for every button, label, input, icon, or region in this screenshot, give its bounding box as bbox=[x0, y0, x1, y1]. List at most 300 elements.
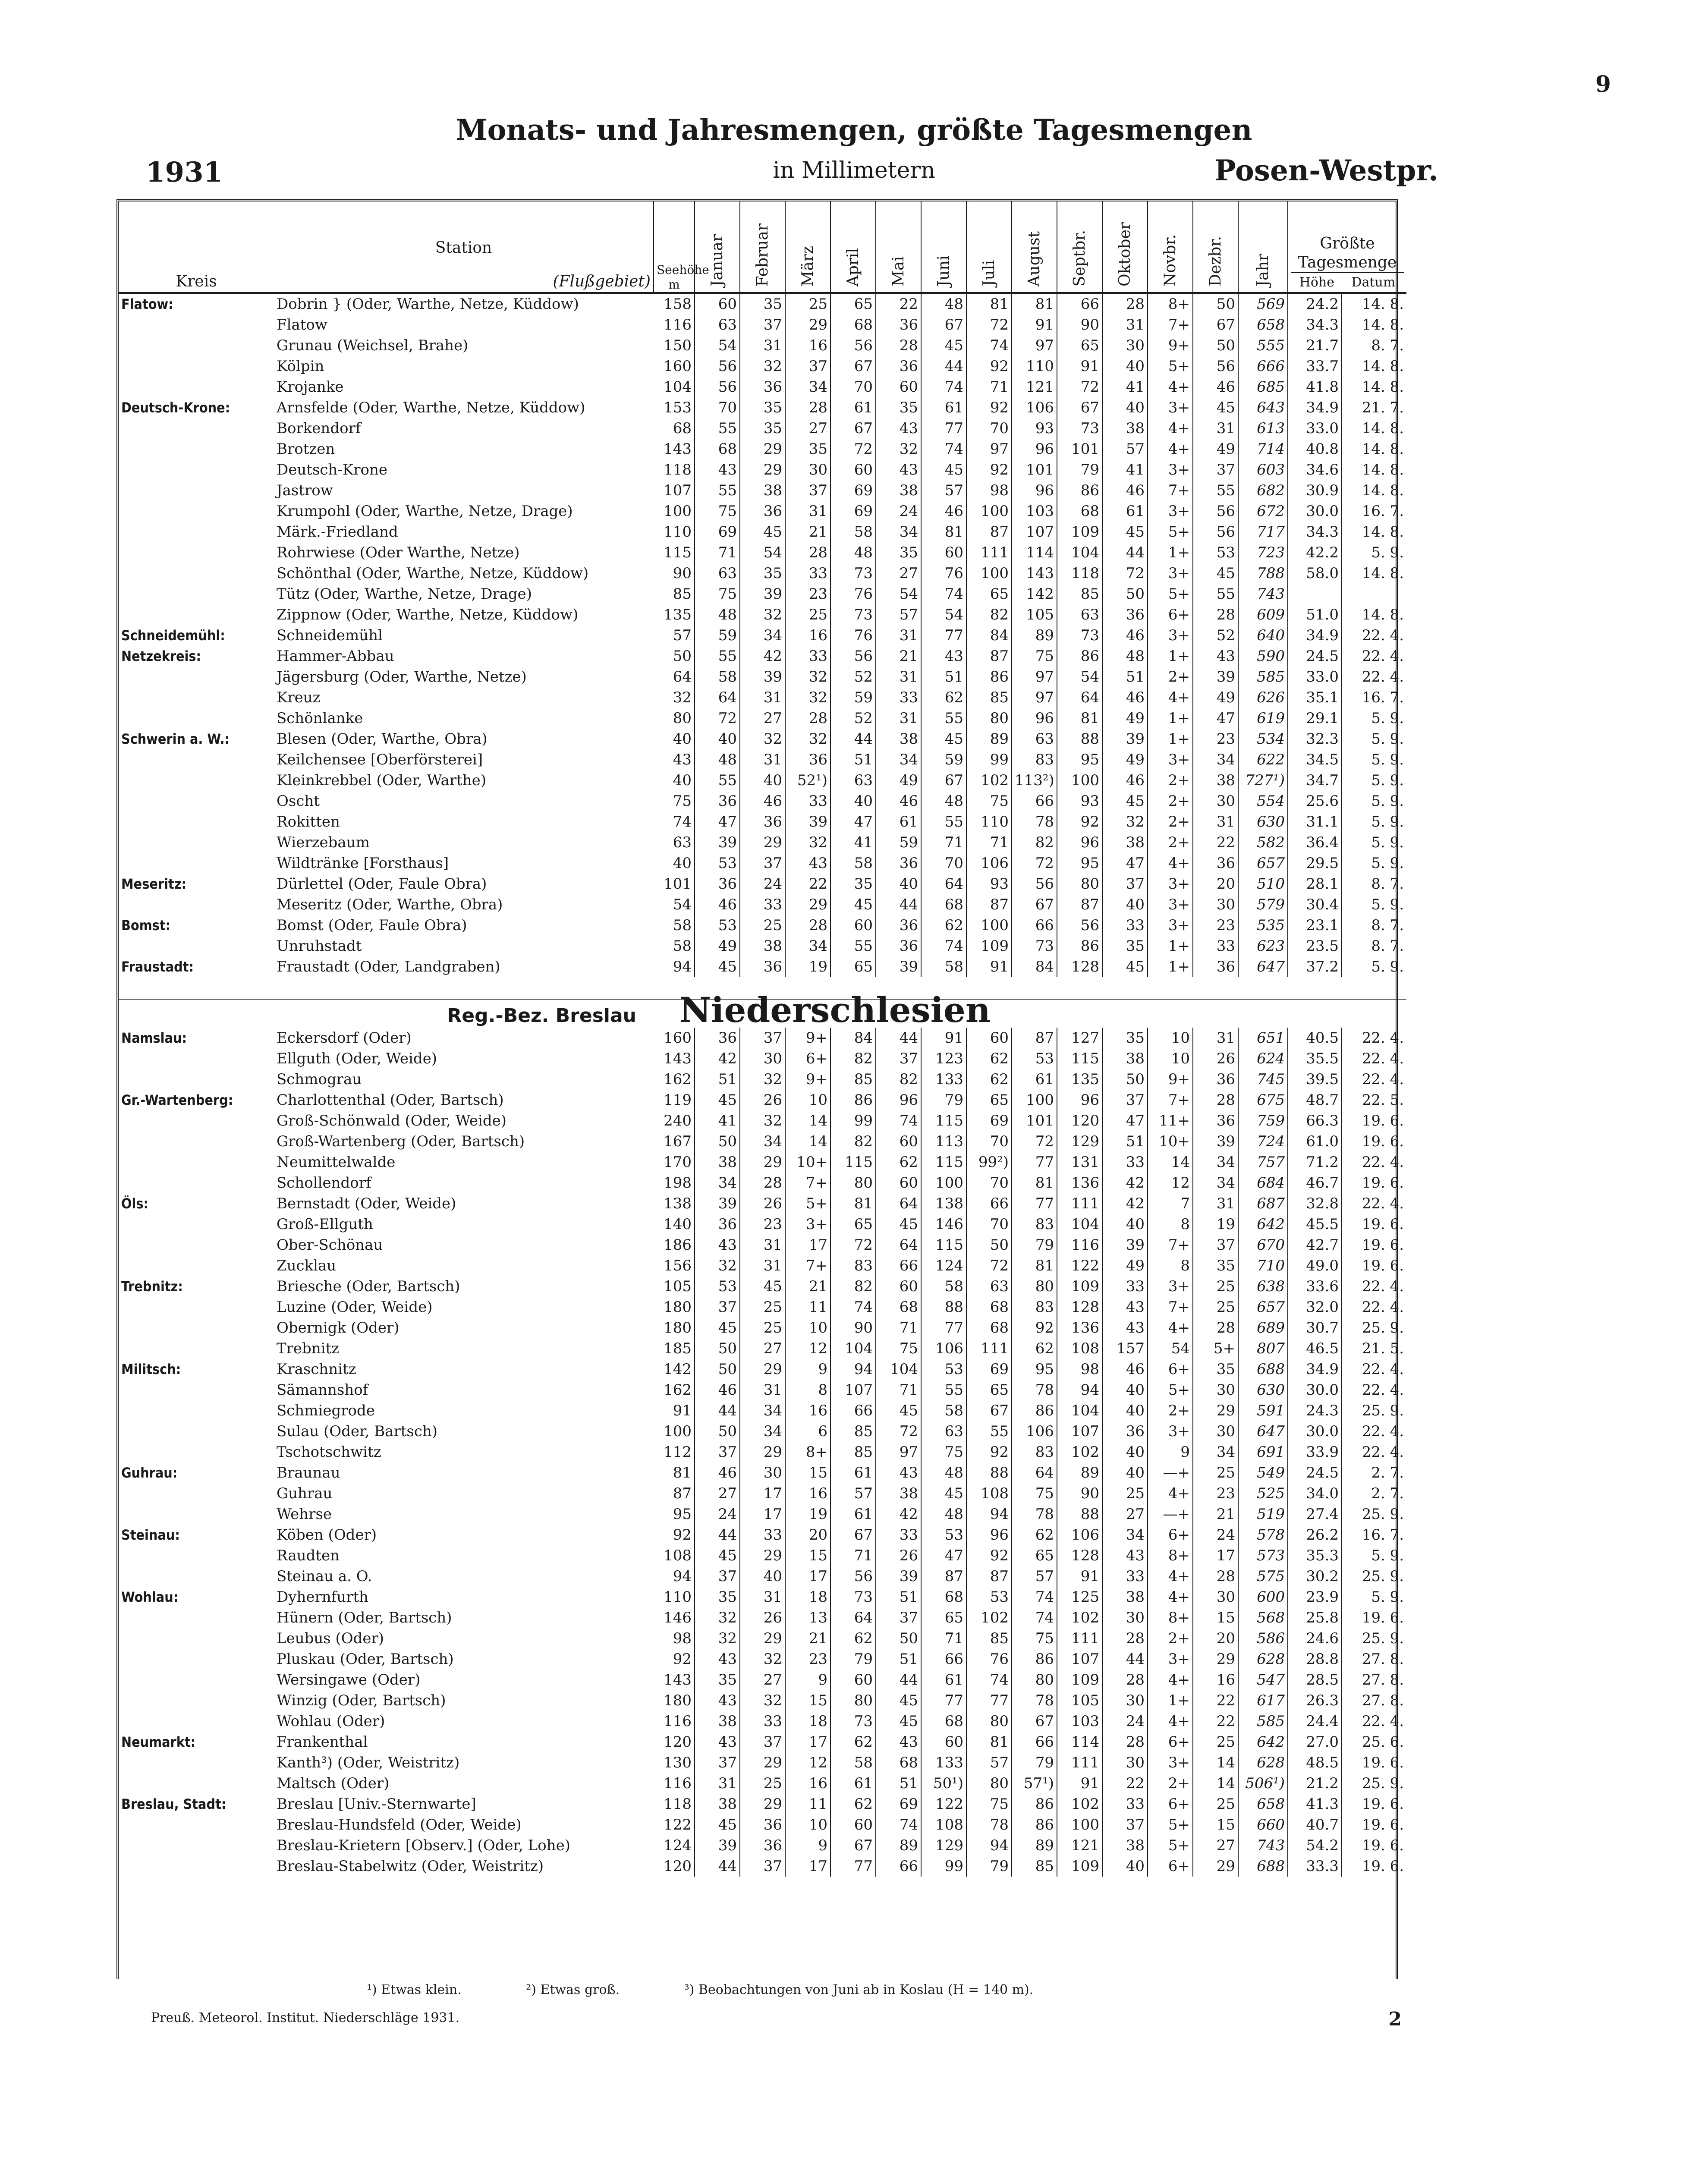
month-cell: 64 bbox=[876, 1235, 921, 1255]
col-jahr: Jahr bbox=[1238, 201, 1288, 293]
month-cell: 69 bbox=[830, 480, 876, 501]
month-cell: 10+ bbox=[1148, 1131, 1193, 1152]
datum-cell: 14. 8. bbox=[1362, 420, 1404, 437]
month-cell: 45 bbox=[695, 1545, 740, 1566]
datum-cell: 19. 6. bbox=[1362, 1133, 1404, 1150]
month-cell: 51 bbox=[876, 1587, 921, 1607]
kreis-cell bbox=[119, 1173, 274, 1193]
month-cell: 75 bbox=[966, 791, 1012, 811]
month-cell: 40 bbox=[740, 1566, 785, 1587]
month-cell: 48 bbox=[1102, 646, 1148, 667]
month-cell: 94 bbox=[966, 1504, 1012, 1525]
month-cell: 82 bbox=[876, 1069, 921, 1090]
month-cell: 82 bbox=[830, 1276, 876, 1297]
month-cell: 20 bbox=[1193, 1628, 1238, 1649]
month-cell: 61 bbox=[921, 1670, 966, 1690]
seehoehe-cell: 122 bbox=[654, 1814, 695, 1835]
month-cell: 42 bbox=[695, 1048, 740, 1069]
month-cell: 95 bbox=[1057, 749, 1102, 770]
month-cell: 60 bbox=[830, 459, 876, 480]
month-cell: 120 bbox=[1057, 1110, 1102, 1131]
table-row bbox=[119, 1400, 1406, 1421]
month-cell: 79 bbox=[1012, 1235, 1057, 1255]
month-cell: 38 bbox=[695, 1794, 740, 1814]
month-cell: 114 bbox=[1057, 1732, 1102, 1752]
datum-cell: 2. 7. bbox=[1371, 1485, 1404, 1502]
month-cell: 44 bbox=[876, 1670, 921, 1690]
max-cell: 23.1 bbox=[1288, 915, 1342, 936]
month-cell: 4+ bbox=[1148, 1483, 1193, 1504]
max-cell: 32.8 bbox=[1288, 1193, 1342, 1214]
month-cell: 43 bbox=[695, 1649, 740, 1670]
month-cell: 98 bbox=[966, 480, 1012, 501]
month-cell: 115 bbox=[921, 1152, 966, 1173]
month-cell: 68 bbox=[966, 1317, 1012, 1338]
month-cell: 83 bbox=[1012, 749, 1057, 770]
month-cell: 102 bbox=[1057, 1442, 1102, 1462]
seehoehe-cell: 198 bbox=[654, 1173, 695, 1193]
month-cell: 74 bbox=[876, 1110, 921, 1131]
max-cell: 34.0 bbox=[1288, 1483, 1342, 1504]
month-cell: 62 bbox=[966, 1048, 1012, 1069]
datum-cell: 5. 9. bbox=[1371, 855, 1404, 872]
table-row bbox=[119, 853, 1406, 874]
max-cell: 29.5 bbox=[1288, 853, 1342, 874]
max-cell: 58.0 bbox=[1288, 563, 1342, 584]
month-cell: 70 bbox=[966, 1173, 1012, 1193]
month-cell: 67 bbox=[1193, 314, 1238, 335]
month-cell: 5+ bbox=[1148, 522, 1193, 542]
month-cell: 43 bbox=[1102, 1317, 1148, 1338]
month-cell: 1+ bbox=[1148, 1690, 1193, 1711]
jahr-cell: 603 bbox=[1238, 459, 1288, 480]
datum-cell: 5. 9. bbox=[1371, 958, 1404, 975]
month-cell: 33 bbox=[1102, 1794, 1148, 1814]
jahr-cell: 586 bbox=[1238, 1628, 1288, 1649]
month-cell: 19 bbox=[785, 1504, 830, 1525]
month-cell: 38 bbox=[876, 480, 921, 501]
month-cell: 29 bbox=[785, 894, 830, 915]
table-row bbox=[119, 956, 1406, 977]
month-cell: 81 bbox=[1057, 708, 1102, 729]
month-cell: 111 bbox=[1057, 1752, 1102, 1773]
datum-cell: 19. 6. bbox=[1362, 1257, 1404, 1274]
datum-cell: 5. 9. bbox=[1371, 896, 1404, 913]
station-cell: Meseritz (Oder, Warthe, Obra) bbox=[277, 896, 503, 913]
table-row bbox=[119, 293, 1406, 314]
month-cell: 39 bbox=[740, 584, 785, 604]
month-cell: 72 bbox=[1012, 853, 1057, 874]
month-cell: 65 bbox=[830, 956, 876, 977]
month-cell: 56 bbox=[1193, 501, 1238, 522]
month-cell: 29 bbox=[740, 1794, 785, 1814]
month-cell: 99 bbox=[966, 749, 1012, 770]
month-cell: 4+ bbox=[1148, 853, 1193, 874]
month-cell: 48 bbox=[695, 604, 740, 625]
month-cell: 86 bbox=[966, 667, 1012, 687]
table-row bbox=[119, 584, 1406, 604]
month-cell: 63 bbox=[830, 770, 876, 791]
month-cell: 36 bbox=[740, 377, 785, 397]
station-cell: Krojanke bbox=[277, 378, 344, 396]
month-cell: 60 bbox=[876, 1131, 921, 1152]
month-cell: 40 bbox=[1102, 1462, 1148, 1483]
month-cell: 7+ bbox=[1148, 480, 1193, 501]
month-cell: 97 bbox=[1012, 667, 1057, 687]
month-cell: 63 bbox=[1012, 729, 1057, 749]
month-cell: 43 bbox=[695, 459, 740, 480]
max-cell: 39.5 bbox=[1288, 1069, 1342, 1090]
month-cell: 55 bbox=[830, 936, 876, 956]
month-cell: 65 bbox=[921, 1607, 966, 1628]
station-cell: Breslau-Stabelwitz (Oder, Weistritz) bbox=[277, 1858, 544, 1875]
month-cell: 34 bbox=[740, 1131, 785, 1152]
col-month-6: Juni bbox=[921, 201, 966, 293]
max-cell: 33.9 bbox=[1288, 1442, 1342, 1462]
month-cell: 25 bbox=[1193, 1276, 1238, 1297]
month-cell: 25 bbox=[785, 293, 830, 314]
month-cell: 71 bbox=[966, 832, 1012, 853]
station-cell: Wildtränke [Forsthaus] bbox=[277, 855, 449, 872]
month-cell: 104 bbox=[1057, 1400, 1102, 1421]
month-cell: 31 bbox=[876, 708, 921, 729]
month-cell: 56 bbox=[695, 356, 740, 377]
max-cell: 24.4 bbox=[1288, 1711, 1342, 1732]
month-cell: 85 bbox=[830, 1442, 876, 1462]
month-cell: 6+ bbox=[1148, 1794, 1193, 1814]
month-cell: 32 bbox=[740, 1649, 785, 1670]
month-cell: 64 bbox=[1057, 687, 1102, 708]
month-cell: 57 bbox=[830, 1483, 876, 1504]
table-row bbox=[119, 1525, 1406, 1545]
datum-cell: 5. 9. bbox=[1371, 772, 1404, 789]
max-cell: 35.3 bbox=[1288, 1545, 1342, 1566]
seehoehe-cell: 180 bbox=[654, 1297, 695, 1317]
month-cell: 44 bbox=[1102, 1649, 1148, 1670]
month-cell: 21 bbox=[1193, 1504, 1238, 1525]
month-cell: 47 bbox=[830, 811, 876, 832]
table-row bbox=[119, 770, 1406, 791]
month-cell: 38 bbox=[1102, 418, 1148, 439]
station-cell: Kreuz bbox=[277, 689, 321, 706]
month-cell: 63 bbox=[1057, 604, 1102, 625]
jahr-cell: 630 bbox=[1238, 811, 1288, 832]
month-cell: 40 bbox=[1102, 894, 1148, 915]
month-cell: 34 bbox=[1193, 1152, 1238, 1173]
month-cell: 74 bbox=[1012, 1607, 1057, 1628]
month-cell: 104 bbox=[1057, 1214, 1102, 1235]
month-cell: 56 bbox=[1012, 874, 1057, 894]
month-cell: 105 bbox=[1012, 604, 1057, 625]
month-cell: 40 bbox=[876, 874, 921, 894]
month-cell: 29 bbox=[740, 1545, 785, 1566]
month-cell: 33 bbox=[1102, 1566, 1148, 1587]
datum-cell: 14. 8. bbox=[1362, 440, 1404, 458]
month-cell: 16 bbox=[785, 1483, 830, 1504]
month-cell: 68 bbox=[1057, 501, 1102, 522]
month-cell: 41 bbox=[695, 1110, 740, 1131]
month-cell: 88 bbox=[966, 1462, 1012, 1483]
month-cell: 35 bbox=[1102, 1028, 1148, 1048]
month-cell: 39 bbox=[740, 667, 785, 687]
month-cell: 32 bbox=[695, 1628, 740, 1649]
month-cell: 51 bbox=[1102, 667, 1148, 687]
kreis-cell bbox=[119, 377, 274, 397]
month-cell: 43 bbox=[876, 459, 921, 480]
table-row bbox=[119, 1380, 1406, 1400]
col-seehoehe: Seehöhe m bbox=[654, 201, 695, 293]
table-row bbox=[119, 604, 1406, 625]
month-cell: 128 bbox=[1057, 1297, 1102, 1317]
month-cell: 15 bbox=[785, 1690, 830, 1711]
table-row bbox=[119, 1152, 1406, 1173]
month-cell: 37 bbox=[1102, 1814, 1148, 1835]
month-cell: 19 bbox=[1193, 1214, 1238, 1235]
month-cell: 22 bbox=[876, 293, 921, 314]
month-cell: 20 bbox=[1193, 874, 1238, 894]
month-cell: 90 bbox=[830, 1317, 876, 1338]
month-cell: 36 bbox=[876, 915, 921, 936]
month-cell: 78 bbox=[1012, 1504, 1057, 1525]
datum-cell: 19. 6. bbox=[1362, 1216, 1404, 1233]
year-label: 1931 bbox=[146, 156, 223, 189]
seehoehe-cell: 180 bbox=[654, 1317, 695, 1338]
month-cell: 54 bbox=[740, 542, 785, 563]
seehoehe-cell: 57 bbox=[654, 625, 695, 646]
month-cell: 30 bbox=[1102, 335, 1148, 356]
seehoehe-cell: 104 bbox=[654, 377, 695, 397]
seehoehe-cell: 68 bbox=[654, 418, 695, 439]
month-cell: 9+ bbox=[1148, 1069, 1193, 1090]
month-cell: 5+ bbox=[1148, 1814, 1193, 1835]
max-cell: 34.5 bbox=[1288, 749, 1342, 770]
month-cell: 87 bbox=[921, 1566, 966, 1587]
jahr-cell: 638 bbox=[1238, 1276, 1288, 1297]
jahr-cell: 660 bbox=[1238, 1814, 1288, 1835]
month-cell: 91 bbox=[1057, 1773, 1102, 1794]
month-cell: 109 bbox=[1057, 1856, 1102, 1877]
month-cell: 91 bbox=[921, 1028, 966, 1048]
kreis-cell bbox=[119, 1690, 274, 1711]
month-cell: 121 bbox=[1057, 1835, 1102, 1856]
month-cell: 54 bbox=[921, 604, 966, 625]
niederschlesien-section bbox=[119, 1028, 1406, 1877]
month-cell: 33 bbox=[785, 791, 830, 811]
month-cell: 1+ bbox=[1148, 956, 1193, 977]
kreis-cell bbox=[119, 687, 274, 708]
month-cell: 67 bbox=[830, 1835, 876, 1856]
month-cell: 51 bbox=[921, 667, 966, 687]
month-cell: 73 bbox=[830, 1711, 876, 1732]
max-cell: 30.4 bbox=[1288, 894, 1342, 915]
month-cell: 31 bbox=[740, 1255, 785, 1276]
month-cell: 89 bbox=[966, 729, 1012, 749]
month-cell: 80 bbox=[1012, 1276, 1057, 1297]
jahr-cell: 788 bbox=[1238, 563, 1288, 584]
month-cell: 104 bbox=[830, 1338, 876, 1359]
max-cell: 25.6 bbox=[1288, 791, 1342, 811]
month-cell: 81 bbox=[1012, 1255, 1057, 1276]
kreis-cell: Fraustadt: bbox=[121, 959, 194, 975]
jahr-cell: 743 bbox=[1238, 1835, 1288, 1856]
month-cell: 135 bbox=[1057, 1069, 1102, 1090]
table-row bbox=[119, 667, 1406, 687]
seehoehe-cell: 110 bbox=[654, 1587, 695, 1607]
month-cell: 45 bbox=[1102, 956, 1148, 977]
month-cell: 55 bbox=[921, 708, 966, 729]
month-cell: 109 bbox=[1057, 1276, 1102, 1297]
footnote-3: ³) Beobachtungen von Juni ab in Koslau (H = 140 m). bbox=[684, 1982, 1034, 1997]
month-cell: 92 bbox=[966, 1545, 1012, 1566]
month-cell: 59 bbox=[921, 749, 966, 770]
kreis-cell bbox=[119, 1214, 274, 1235]
seehoehe-cell: 101 bbox=[654, 874, 695, 894]
month-cell: 44 bbox=[830, 729, 876, 749]
month-cell: 4+ bbox=[1148, 377, 1193, 397]
jahr-cell: 657 bbox=[1238, 853, 1288, 874]
month-cell: 49 bbox=[1102, 749, 1148, 770]
month-cell: 86 bbox=[830, 1090, 876, 1110]
table-row bbox=[119, 1090, 1406, 1110]
station-cell: Tschotschwitz bbox=[277, 1443, 381, 1461]
station-cell: Bernstadt (Oder, Weide) bbox=[277, 1195, 456, 1212]
month-cell: 53 bbox=[921, 1525, 966, 1545]
seehoehe-cell: 160 bbox=[654, 1028, 695, 1048]
month-cell: 2+ bbox=[1148, 832, 1193, 853]
max-cell: 23.5 bbox=[1288, 936, 1342, 956]
month-cell: 121 bbox=[1012, 377, 1057, 397]
month-cell: 77 bbox=[921, 418, 966, 439]
month-cell: 37 bbox=[1193, 1235, 1238, 1255]
max-cell: 31.1 bbox=[1288, 811, 1342, 832]
jahr-cell: 575 bbox=[1238, 1566, 1288, 1587]
kreis-cell: Trebnitz: bbox=[121, 1278, 183, 1295]
month-cell: 53 bbox=[1012, 1048, 1057, 1069]
seehoehe-cell: 138 bbox=[654, 1193, 695, 1214]
month-cell: 43 bbox=[921, 646, 966, 667]
month-cell: 53 bbox=[921, 1359, 966, 1380]
month-cell: 73 bbox=[1012, 936, 1057, 956]
jahr-cell: 643 bbox=[1238, 397, 1288, 418]
month-cell: 39 bbox=[1193, 1131, 1238, 1152]
jahr-cell: 585 bbox=[1238, 667, 1288, 687]
station-cell: Unruhstadt bbox=[277, 937, 362, 955]
month-cell: 68 bbox=[695, 439, 740, 459]
month-cell: 61 bbox=[921, 397, 966, 418]
jahr-cell: 628 bbox=[1238, 1649, 1288, 1670]
month-cell: 62 bbox=[830, 1732, 876, 1752]
kreis-cell bbox=[119, 1607, 274, 1628]
page-subtitle: in Millimetern bbox=[773, 157, 935, 183]
month-cell: 32 bbox=[740, 1690, 785, 1711]
month-cell: 68 bbox=[921, 894, 966, 915]
month-cell: 54 bbox=[876, 584, 921, 604]
col-month-8: August bbox=[1012, 201, 1057, 293]
page-number: 9 bbox=[1595, 71, 1611, 97]
month-cell: 92 bbox=[966, 397, 1012, 418]
month-cell: 31 bbox=[740, 1235, 785, 1255]
month-cell: 38 bbox=[695, 1711, 740, 1732]
table-row bbox=[119, 1131, 1406, 1152]
seehoehe-cell: 94 bbox=[654, 956, 695, 977]
table-row bbox=[119, 1173, 1406, 1193]
month-cell: 26 bbox=[740, 1607, 785, 1628]
datum-cell: 22. 4. bbox=[1362, 1381, 1404, 1399]
month-cell: 62 bbox=[921, 687, 966, 708]
month-cell: 33 bbox=[1102, 1152, 1148, 1173]
month-cell: 50 bbox=[966, 1235, 1012, 1255]
kreis-cell bbox=[119, 522, 274, 542]
month-cell: 74 bbox=[1012, 1587, 1057, 1607]
month-cell: 32 bbox=[740, 1069, 785, 1090]
seehoehe-cell: 116 bbox=[654, 1773, 695, 1794]
kreis-cell bbox=[119, 1380, 274, 1400]
station-cell: Schneidemühl bbox=[277, 627, 383, 644]
table-row bbox=[119, 1235, 1406, 1255]
month-cell: 87 bbox=[966, 894, 1012, 915]
month-cell: 23 bbox=[1193, 1483, 1238, 1504]
month-cell: 10 bbox=[1148, 1048, 1193, 1069]
jahr-cell: 757 bbox=[1238, 1152, 1288, 1173]
month-cell: 76 bbox=[830, 584, 876, 604]
datum-cell: 5. 9. bbox=[1371, 751, 1404, 768]
month-cell: 79 bbox=[830, 1649, 876, 1670]
month-cell: 28 bbox=[1102, 293, 1148, 314]
station-cell: Eckersdorf (Oder) bbox=[277, 1029, 412, 1047]
month-cell: 92 bbox=[966, 356, 1012, 377]
kreis-cell: Steinau: bbox=[121, 1527, 180, 1543]
month-cell: 23 bbox=[785, 584, 830, 604]
month-cell: 32 bbox=[785, 667, 830, 687]
month-cell: 26 bbox=[740, 1090, 785, 1110]
station-cell: Wehrse bbox=[277, 1506, 332, 1523]
jahr-cell: 745 bbox=[1238, 1069, 1288, 1090]
month-cell: 2+ bbox=[1148, 770, 1193, 791]
month-cell: 91 bbox=[1057, 356, 1102, 377]
month-cell: 42 bbox=[1102, 1173, 1148, 1193]
month-cell: 64 bbox=[695, 687, 740, 708]
month-cell: 67 bbox=[1057, 397, 1102, 418]
month-cell: 17 bbox=[785, 1732, 830, 1752]
month-cell: 44 bbox=[921, 356, 966, 377]
month-cell: 3+ bbox=[1148, 563, 1193, 584]
month-cell: 77 bbox=[1012, 1152, 1057, 1173]
month-cell: 43 bbox=[1193, 646, 1238, 667]
month-cell: 50 bbox=[695, 1131, 740, 1152]
month-cell: 72 bbox=[830, 439, 876, 459]
month-cell: 55 bbox=[1193, 480, 1238, 501]
month-cell: 55 bbox=[695, 770, 740, 791]
month-cell: 21 bbox=[785, 522, 830, 542]
station-cell: Flatow bbox=[277, 316, 327, 333]
kreis-cell bbox=[119, 314, 274, 335]
month-cell: 72 bbox=[966, 314, 1012, 335]
month-cell: 3+ bbox=[1148, 915, 1193, 936]
month-cell: 100 bbox=[1057, 770, 1102, 791]
month-cell: 27 bbox=[740, 1338, 785, 1359]
month-cell: 31 bbox=[740, 749, 785, 770]
month-cell: 108 bbox=[966, 1483, 1012, 1504]
table-row bbox=[119, 522, 1406, 542]
table-row bbox=[119, 1752, 1406, 1773]
month-cell: 118 bbox=[1057, 563, 1102, 584]
month-cell: 6+ bbox=[785, 1048, 830, 1069]
table-row bbox=[119, 1338, 1406, 1359]
month-cell: 52 bbox=[830, 667, 876, 687]
month-cell: 12 bbox=[785, 1752, 830, 1773]
station-cell: Schmograu bbox=[277, 1071, 362, 1088]
month-cell: 3+ bbox=[1148, 1421, 1193, 1442]
